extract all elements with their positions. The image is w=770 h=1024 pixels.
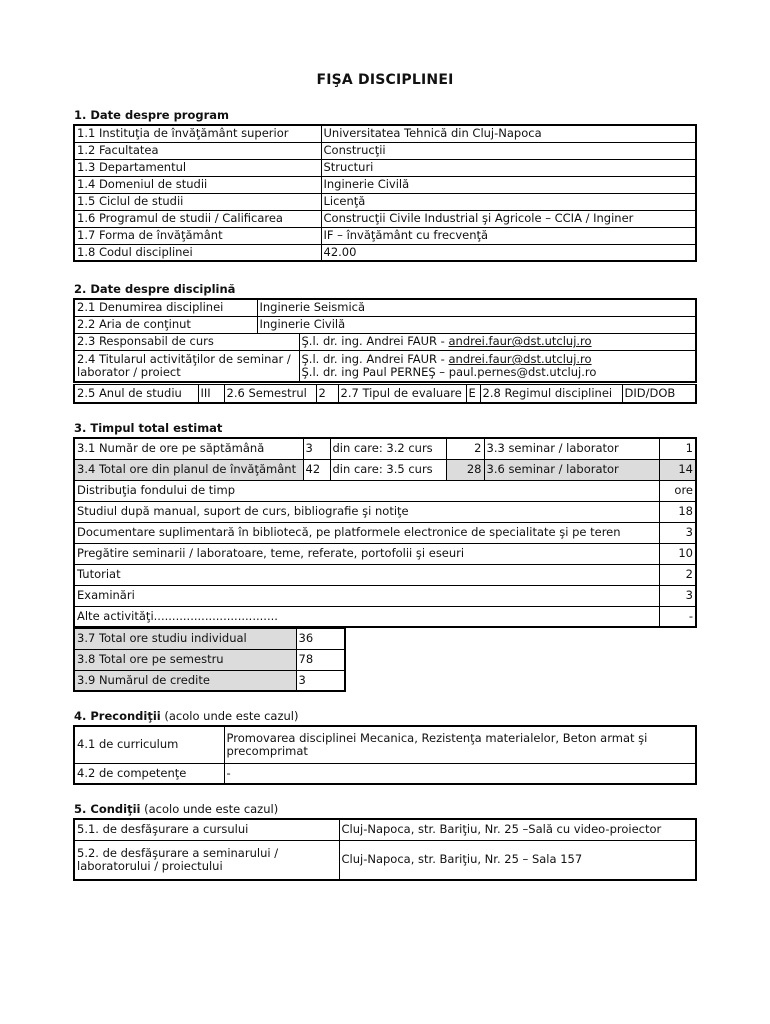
total-hours-plan-label: 3.4 Total ore din planul de învăţământ: [74, 459, 303, 480]
discipline-regime-label: 2.8 Regimul disciplinei: [480, 385, 622, 403]
discipline-regime-value: DID/DOB: [622, 385, 696, 403]
program-row-value: Universitatea Tehnică din Cluj-Napoca: [321, 125, 696, 142]
section-2-heading: 2. Date despre disciplină: [74, 282, 236, 296]
total-label: 3.7 Total ore studiu individual: [74, 628, 296, 649]
precondition-curriculum-label: 4.1 de curriculum: [74, 726, 224, 763]
time-item-value: 18: [659, 501, 696, 522]
program-row-label: 1.6 Programul de studii / Calificarea: [74, 210, 321, 227]
time-item-value: 3: [659, 522, 696, 543]
semester-label: 2.6 Semestrul: [224, 385, 316, 403]
time-distribution-label: Distribuţia fondului de timp: [74, 480, 659, 501]
totals-table: [73, 627, 346, 692]
time-item-value: 10: [659, 543, 696, 564]
time-item-label: Alte activităţi..................................: [74, 606, 659, 627]
program-row: [74, 227, 696, 244]
program-row-value: Licenţă: [321, 193, 696, 210]
section-1-heading: 1. Date despre program: [74, 108, 230, 122]
course-responsible-value: Ş.l. dr. ing. Andrei FAUR - andrei.faur@dst.utcluj.ro: [299, 333, 696, 350]
seminar-conditions-value: Cluj-Napoca, str. Bariţiu, Nr. 25 – Sala 157: [339, 840, 696, 880]
total-row: [74, 649, 345, 670]
course-conditions-value: Cluj-Napoca, str. Bariţiu, Nr. 25 –Sală cu video-proiector: [339, 819, 696, 840]
time-distribution-unit: ore: [659, 480, 696, 501]
total-label: 3.8 Total ore pe semestru: [74, 649, 296, 670]
total-row: [74, 628, 345, 649]
hours-per-week-seminar-value: 1: [659, 438, 696, 459]
hours-per-week-course-value: 2: [446, 438, 484, 459]
section-3-heading: 3. Timpul total estimat: [74, 421, 223, 435]
course-responsible-label: 2.3 Responsabil de curs: [74, 333, 299, 350]
discipline-meta-row: [73, 384, 697, 404]
conditions-table: [73, 818, 697, 881]
hours-per-week-seminar-label: 3.3 seminar / laborator: [484, 438, 659, 459]
time-table: [73, 437, 697, 628]
seminar-holder-email-link[interactable]: andrei.faur@dst.utcluj.ro: [448, 352, 592, 367]
time-item-row: [74, 585, 696, 606]
total-hours-course-value: 28: [446, 459, 484, 480]
discipline-name-label: 2.1 Denumirea disciplinei: [74, 299, 257, 316]
total-value: 36: [296, 628, 345, 649]
program-row-value: 42.00: [321, 244, 696, 261]
time-item-value: 2: [659, 564, 696, 585]
time-item-label: Studiul după manual, suport de curs, bibliografie şi notiţe: [74, 501, 659, 522]
program-row: [74, 176, 696, 193]
course-responsible-email-link[interactable]: andrei.faur@dst.utcluj.ro: [448, 334, 592, 349]
program-row-label: 1.3 Departamentul: [74, 159, 321, 176]
program-row-value: IF – învăţământ cu frecvenţă: [321, 227, 696, 244]
time-item-row: [74, 564, 696, 585]
total-hours-course-label: din care: 3.5 curs: [330, 459, 446, 480]
discipline-name-value: Inginerie Seismică: [257, 299, 696, 316]
program-row-label: 1.7 Forma de învăţământ: [74, 227, 321, 244]
program-row-value: Inginerie Civilă: [321, 176, 696, 193]
section-4-heading: 4. Precondiţii (acolo unde este cazul): [74, 709, 299, 723]
year-label: 2.5 Anul de studiu: [74, 385, 198, 403]
program-row: [74, 244, 696, 261]
program-row-label: 1.1 Instituţia de învăţământ superior: [74, 125, 321, 142]
content-area-label: 2.2 Aria de conţinut: [74, 316, 257, 333]
discipline-table: [73, 298, 697, 383]
precondition-competence-value: -: [224, 763, 696, 784]
year-value: III: [198, 385, 224, 403]
total-hours-plan-value: 42: [303, 459, 330, 480]
program-row: [74, 193, 696, 210]
content-area-value: Inginerie Civilă: [257, 316, 696, 333]
seminar-holder-label: 2.4 Titularul activităţilor de seminar / laborator / proiect: [74, 350, 299, 382]
time-item-value: 3: [659, 585, 696, 606]
seminar-conditions-label: 5.2. de desfăşurare a seminarului / laboratorului / proiectului: [74, 840, 339, 880]
time-item-row: [74, 606, 696, 627]
time-item-label: Documentare suplimentară în bibliotecă, pe platformele electronice de specialitate şi pe teren: [74, 522, 659, 543]
total-hours-seminar-value: 14: [659, 459, 696, 480]
program-row: [74, 125, 696, 142]
program-row-value: Construcţii Civile Industrial şi Agricole – CCIA / Inginer: [321, 210, 696, 227]
time-item-row: [74, 501, 696, 522]
section-5-heading: 5. Condiţii (acolo unde este cazul): [74, 802, 279, 816]
course-conditions-label: 5.1. de desfăşurare a cursului: [74, 819, 339, 840]
time-item-row: [74, 522, 696, 543]
program-row-label: 1.8 Codul disciplinei: [74, 244, 321, 261]
time-item-label: Tutoriat: [74, 564, 659, 585]
precondition-curriculum-value: Promovarea disciplinei Mecanica, Rezistenţa materialelor, Beton armat şi precomprimat: [224, 726, 696, 763]
total-value: 78: [296, 649, 345, 670]
hours-per-week-value: 3: [303, 438, 330, 459]
program-row-label: 1.2 Facultatea: [74, 142, 321, 159]
semester-value: 2: [316, 385, 338, 403]
seminar-holder-value: Ş.l. dr. ing. Andrei FAUR - andrei.faur@dst.utcluj.ro Ş.l. dr. ing Paul PERNEŞ – paul.pernes@dst.utcluj.ro: [299, 350, 696, 382]
preconditions-table: [73, 725, 697, 785]
precondition-competence-label: 4.2 de competenţe: [74, 763, 224, 784]
evaluation-type-value: E: [466, 385, 480, 403]
hours-per-week-label: 3.1 Număr de ore pe săptămână: [74, 438, 303, 459]
time-item-label: Pregătire seminarii / laboratoare, teme, referate, portofolii şi eseuri: [74, 543, 659, 564]
program-row-value: Construcţii: [321, 142, 696, 159]
hours-per-week-course-label: din care: 3.2 curs: [330, 438, 446, 459]
program-row-value: Structuri: [321, 159, 696, 176]
time-item-label: Examinări: [74, 585, 659, 606]
program-row-label: 1.5 Ciclul de studii: [74, 193, 321, 210]
time-item-value: -: [659, 606, 696, 627]
time-item-row: [74, 543, 696, 564]
total-hours-seminar-label: 3.6 seminar / laborator: [484, 459, 659, 480]
evaluation-type-label: 2.7 Tipul de evaluare: [338, 385, 466, 403]
program-row: [74, 159, 696, 176]
program-row: [74, 142, 696, 159]
total-value: 3: [296, 670, 345, 691]
program-row: [74, 210, 696, 227]
page-title: FIŞA DISCIPLINEI: [316, 72, 454, 88]
program-row-label: 1.4 Domeniul de studii: [74, 176, 321, 193]
total-label: 3.9 Numărul de credite: [74, 670, 296, 691]
total-row: [74, 670, 345, 691]
program-table: [73, 124, 697, 262]
